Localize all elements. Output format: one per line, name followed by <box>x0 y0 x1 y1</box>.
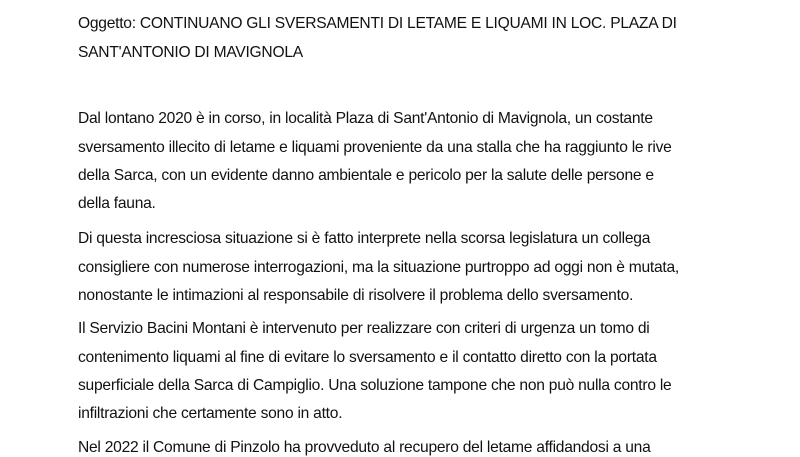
paragraph-line: contenimento liquami al fine di evitare lo sversamento e il contatto diretto con la portata <box>78 349 657 366</box>
paragraph-line: Di questa incresciosa situazione si è fatto interprete nella scorsa legislatura un collega <box>78 230 651 247</box>
paragraph-line: Nel 2022 il Comune di Pinzolo ha provveduto al recupero del letame affidandosi a una <box>78 439 651 456</box>
subject-line: SANT'ANTONIO DI MAVIGNOLA <box>78 44 303 61</box>
paragraph-line: nonostante le intimazioni al responsabile di risolvere il problema dello sversamento. <box>78 287 634 304</box>
paragraph-line: della fauna. <box>78 195 156 212</box>
paragraph-line: Il Servizio Bacini Montani è intervenuto per realizzare con criteri di urgenza un tomo di <box>78 320 650 337</box>
paragraph-line: sversamento illecito di letame e liquami proveniente da una stalla che ha raggiunto le rive <box>78 139 672 156</box>
paragraph-line: consigliere con numerose interrogazioni, ma la situazione purtroppo ad oggi non è mutata, <box>78 259 680 276</box>
paragraph-line: della Sarca, con un evidente danno ambientale e pericolo per la salute delle persone e <box>78 167 654 184</box>
paragraph-line: infiltrazioni che certamente sono in atto. <box>78 405 343 422</box>
paragraph-line: superficiale della Sarca di Campiglio. Una soluzione tampone che non può nulla contro le <box>78 377 672 394</box>
paragraph-line: Dal lontano 2020 è in corso, in località Plaza di Sant'Antonio di Mavignola, un costante <box>78 110 653 127</box>
subject-line: Oggetto: CONTINUANO GLI SVERSAMENTI DI LETAME E LIQUAMI IN LOC. PLAZA DI <box>78 15 677 32</box>
